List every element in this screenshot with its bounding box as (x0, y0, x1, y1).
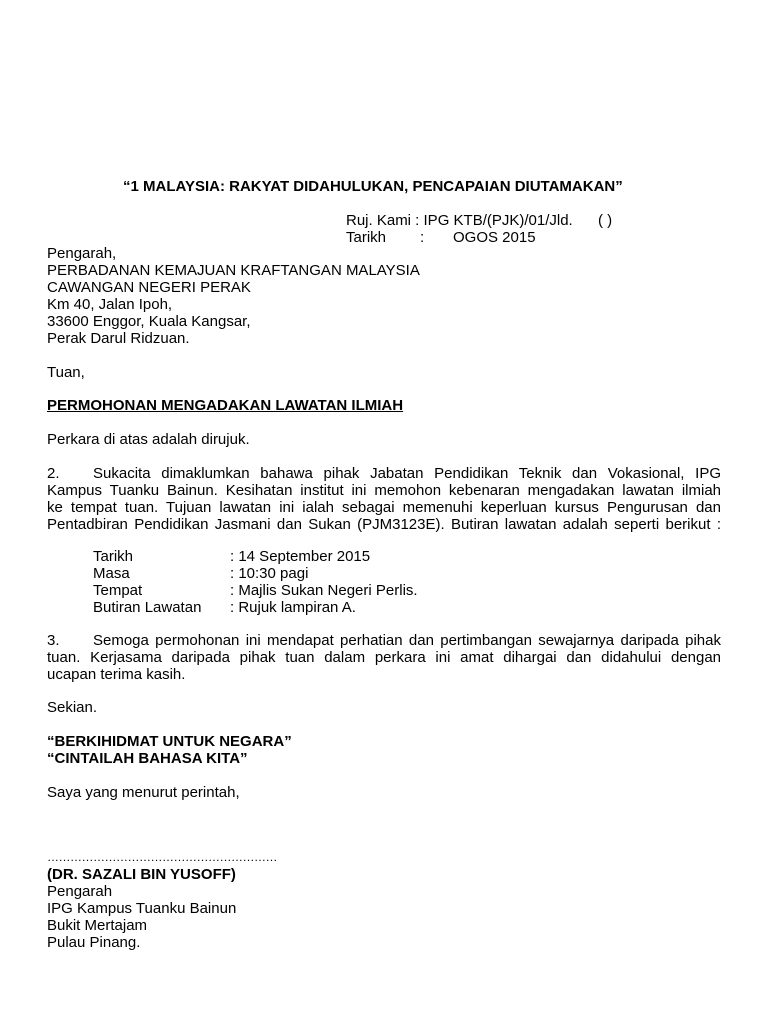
intro-paragraph: Perkara di atas adalah dirujuk. (47, 431, 250, 448)
detail-label: Tempat (93, 582, 143, 599)
recipient-line: Km 40, Jalan Ipoh, (47, 296, 173, 313)
paragraph-number: 2. (47, 465, 60, 482)
recipient-line: 33600 Enggor, Kuala Kangsar, (47, 313, 251, 330)
detail-label: Butiran Lawatan (93, 599, 202, 616)
detail-value: : Majlis Sukan Negeri Perlis. (230, 582, 418, 599)
date-colon: : (420, 229, 425, 246)
recipient-line: Pengarah, (47, 245, 117, 262)
slogan: “BERKIHIDMAT UNTUK NEGARA” (47, 733, 292, 750)
detail-row (93, 565, 308, 582)
detail-row (93, 582, 418, 599)
date-value: OGOS 2015 (453, 229, 536, 246)
detail-value: : Rujuk lampiran A. (230, 599, 356, 616)
detail-row (93, 599, 356, 616)
paragraph-line: tuan. Kerjasama daripada pihak tuan dalam perkara ini amat dihargai dan didahului dengan (47, 649, 721, 666)
signatory-line: Bukit Mertajam (47, 917, 148, 934)
signatory-line: IPG Kampus Tuanku Bainun (47, 900, 237, 917)
recipient-line: PERBADANAN KEMAJUAN KRAFTANGAN MALAYSIA (47, 262, 420, 279)
paragraph-line: ucapan terima kasih. (47, 666, 186, 683)
detail-row (93, 548, 370, 565)
paragraph-number: 3. (47, 632, 60, 649)
reference-number: Ruj. Kami : IPG KTB/(PJK)/01/Jld. (346, 212, 573, 229)
recipient-line: Perak Darul Ridzuan. (47, 330, 190, 347)
paragraph-line: Pentadbiran Pendidikan Jasmani dan Sukan (PJM3123E). Butiran lawatan adalah seperti berikut : (47, 516, 721, 533)
slogan: “CINTAILAH BAHASA KITA” (47, 750, 248, 767)
paragraph-line: Sukacita dimaklumkan bahawa pihak Jabatan Pendidikan Teknik dan Vokasional, IPG (93, 465, 721, 482)
signature-line: …………………………………………………… (47, 850, 277, 864)
paragraph-line: Kampus Tuanku Bainun. Kesihatan institut ini memohon kebenaran mengadakan lawatan ilmiah (47, 482, 721, 499)
reference-number-blank: ( ) (598, 212, 613, 229)
detail-label: Masa (93, 565, 130, 582)
detail-value: : 14 September 2015 (230, 548, 371, 565)
signatory-line: Pengarah (47, 883, 113, 900)
paragraph-line: ke tempat tuan. Tujuan lawatan ini ialah sebagai memenuhi keperluan kursus Pengurusan dan (47, 499, 721, 516)
paragraph-line: Semoga permohonan ini mendapat perhatian dan pertimbangan sewajarnya daripada pihak (93, 632, 721, 649)
detail-value: : 10:30 pagi (230, 565, 309, 582)
motto-heading: “1 MALAYSIA: RAKYAT DIDAHULUKAN, PENCAPAIAN DIUTAMAKAN” (123, 178, 623, 195)
signatory-line: Pulau Pinang. (47, 934, 141, 951)
recipient-line: CAWANGAN NEGERI PERAK (47, 279, 251, 296)
date-label: Tarikh (346, 229, 387, 246)
signatory-name: (DR. SAZALI BIN YUSOFF) (47, 866, 236, 883)
detail-label: Tarikh (93, 548, 134, 565)
closing: Sekian. (47, 699, 98, 716)
salutation: Tuan, (47, 364, 85, 381)
subject-heading: PERMOHONAN MENGADAKAN LAWATAN ILMIAH (47, 397, 404, 414)
sign-off: Saya yang menurut perintah, (47, 784, 240, 801)
